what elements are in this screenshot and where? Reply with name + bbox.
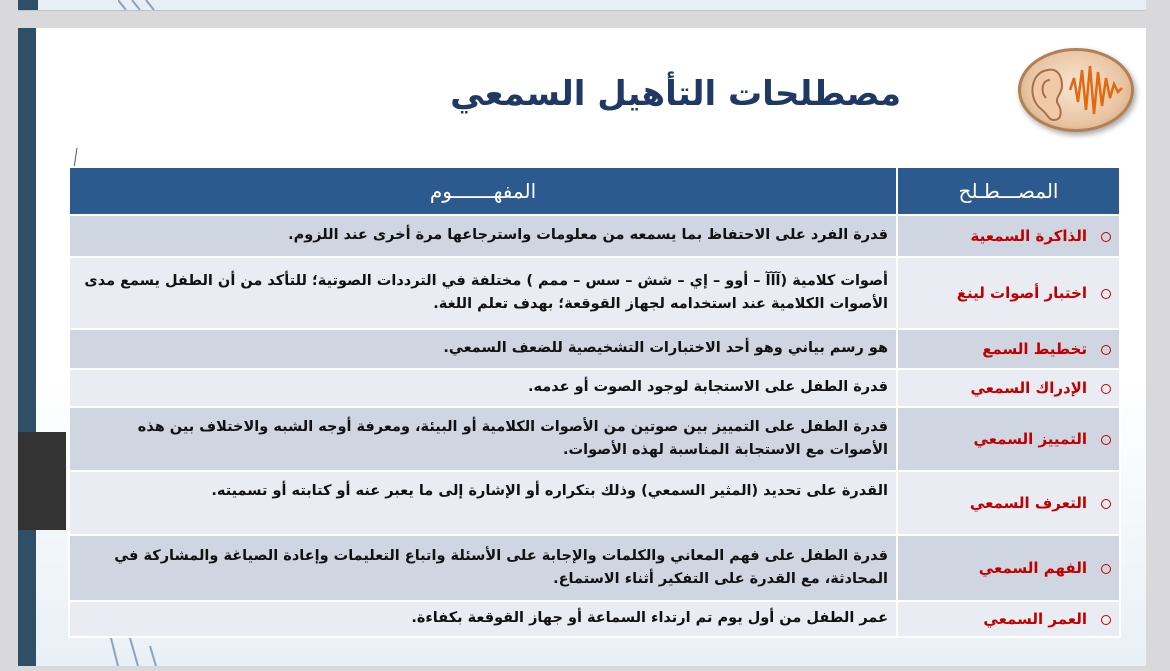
table-row bbox=[69, 369, 1120, 407]
circle-bullet-icon bbox=[1101, 435, 1111, 445]
concept-column-header: المفهـــــــوم bbox=[69, 167, 897, 215]
concept-text: قدرة الطفل على التمييز بين صوتين من الأصوات الكلامية أو البيئة، ومعرفة أوجه الشبه والاختلاف بين هذه الأصوات مع الاستجابة المناسبة لهذه الأصوات. bbox=[69, 407, 897, 471]
slide-left-bar bbox=[18, 28, 36, 666]
table-row bbox=[69, 471, 1120, 535]
decorative-lines bbox=[118, 0, 178, 10]
ear-sound-wave-icon bbox=[1018, 48, 1134, 132]
circle-bullet-icon bbox=[1101, 384, 1111, 394]
term-label: الفهم السمعي bbox=[978, 559, 1087, 577]
term-label: تخطيط السمع bbox=[982, 340, 1087, 358]
concept-text: أصوات كلامية (آآآ – أوو – إي – شش – سس – ممم ) مختلفة في الترددات الصوتية؛ للتأكد من أن الطفل يسمع مدى الأصوات الكلامية عند استخدامه لجهاز القوقعة؛ بهدف تعلم اللغة. bbox=[69, 257, 897, 329]
term-column-header: المصـــطـلح bbox=[897, 167, 1120, 215]
table-row bbox=[69, 215, 1120, 257]
term-label: التعرف السمعي bbox=[969, 494, 1087, 512]
term-label: الإدراك السمعي bbox=[970, 379, 1087, 397]
term-label: الذاكرة السمعية bbox=[970, 227, 1087, 245]
circle-bullet-icon bbox=[1101, 615, 1111, 625]
dark-side-block bbox=[18, 432, 66, 530]
concept-text: قدرة الطفل على الاستجابة لوجود الصوت أو عدمه. bbox=[69, 369, 897, 407]
concept-text: قدرة الطفل على فهم المعاني والكلمات والإجابة على الأسئلة واتباع التعليمات وإعادة الصياغة والمشاركة في المحادثة، مع القدرة على التفكير أثناء الاستماع. bbox=[69, 535, 897, 601]
concept-text: قدرة الفرد على الاحتفاظ بما يسمعه من معلومات واسترجاعها مرة أخرى عند اللزوم. bbox=[69, 215, 897, 257]
concept-text: القدرة على تحديد (المثير السمعي) وذلك بتكراره أو الإشارة إلى ما يعبر عنه أو كتابته أو تسميته. bbox=[69, 471, 897, 535]
circle-bullet-icon bbox=[1101, 345, 1111, 355]
table-row bbox=[69, 601, 1120, 637]
term-label: اختبار أصوات لينغ bbox=[956, 284, 1087, 302]
term-label: العمر السمعي bbox=[983, 610, 1087, 628]
table-row bbox=[69, 257, 1120, 329]
slide-corner-line bbox=[72, 148, 78, 168]
circle-bullet-icon bbox=[1101, 499, 1111, 509]
circle-bullet-icon bbox=[1101, 289, 1111, 299]
circle-bullet-icon bbox=[1101, 232, 1111, 242]
concept-text: هو رسم بياني وهو أحد الاختبارات التشخيصية للضعف السمعي. bbox=[69, 329, 897, 369]
previous-slide-stripe bbox=[18, 0, 38, 10]
circle-bullet-icon bbox=[1101, 564, 1111, 574]
table-header-row bbox=[69, 167, 1120, 215]
concept-text: عمر الطفل من أول يوم تم ارتداء السماعة أو جهاز القوقعة بكفاءة. bbox=[69, 601, 897, 637]
table-row bbox=[69, 535, 1120, 601]
page-title: مصطلحات التأهيل السمعي bbox=[450, 74, 901, 114]
table-row bbox=[69, 329, 1120, 369]
slide bbox=[18, 28, 1146, 666]
term-label: التمييز السمعي bbox=[973, 430, 1087, 448]
previous-slide-edge bbox=[18, 0, 1146, 11]
table-row bbox=[69, 407, 1120, 471]
terms-table bbox=[68, 166, 1121, 638]
